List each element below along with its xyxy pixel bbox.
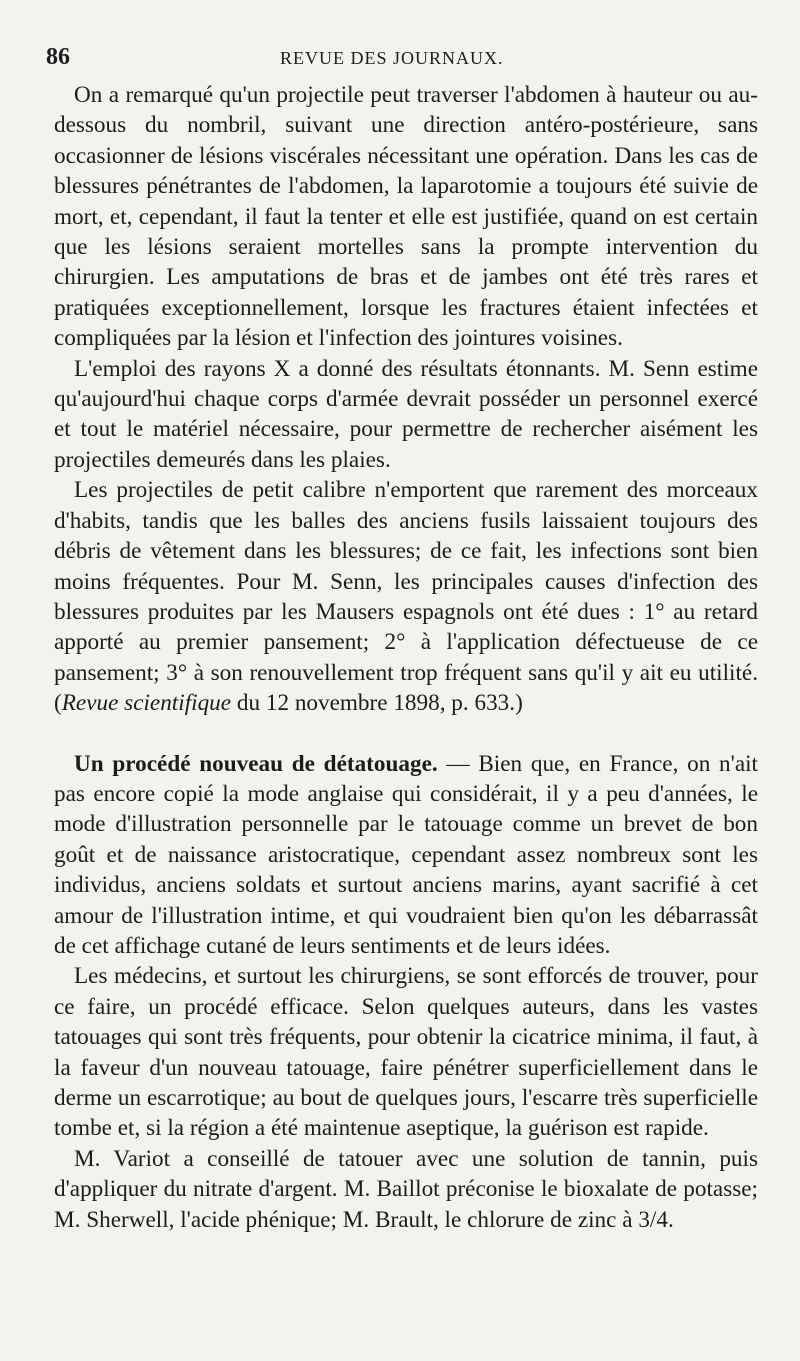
paragraph-text: M. Variot a conseillé de tatouer avec une solution de tannin, puis d'appliquer du nitrate d'argent. M. Baillot préconise le bioxalate de potasse; M. Sherwell, l'acide phénique; M. Brault, le chlorure de zinc à 3/4. <box>54 1145 758 1233</box>
paragraph-text: Les projectiles de petit calibre n'emportent que rarement des morceaux d'habits, tandis que les balles des anciens fusils laissaient toujours des débris de vêtement dans les blessures; de ce fait, les infections sont bien moins fréquentes. Pour M. Senn, les principales causes d'infection des blessures produites par les Mausers espagnols ont été dues : 1° au retard apporté au premier pansement; 2° à l'application défectueuse de ce pansement; 3° à son renouvellement trop fréquent sans qu'il y ait eu utilité. ( <box>54 477 758 717</box>
running-title: REVUE DES JOURNAUX. <box>280 48 504 68</box>
citation-tail: du 12 novembre 1898, p. 633.) <box>231 690 523 717</box>
citation-title: Revue scientifique <box>61 690 232 717</box>
paragraph-text: — Bien que, en France, on n'ait pas encore copié la mode anglaise qui considérait, il y a peu d'années, le mode d'illustration personnelle par le tatouage comme un brevet de bon goût et de naissance aristocratique, cependant assez nombreux sont les individus, anciens soldats et surtout anciens marins, ayant sacrifié à cet amour de l'illustration intime, et qui voudraient bien qu'on les débarrassât de cet affichage cutané de leurs sentiments et de leurs idées. <box>54 750 758 959</box>
section-heading: Un procédé nouveau de détatouage. <box>74 750 438 777</box>
paragraph-text: L'emploi des rayons X a donné des résultats étonnants. M. Senn estime qu'aujourd'hui chaque corps d'armée devrait posséder un personnel exercé et tout le matériel nécessaire, pour permettre de rechercher aisément les projectiles demeurés dans les plaies. <box>54 355 758 473</box>
paragraph-detatouage <box>54 749 758 962</box>
paragraph-medecins <box>54 961 758 1143</box>
paragraph-abdomen <box>54 80 758 354</box>
paragraph-text: Les médecins, et surtout les chirurgiens, se sont efforcés de trouver, pour ce faire, un procédé efficace. Selon quelques auteurs, dans les vastes tatouages qui sont très fréquents, pour obtenir la cicatrice minima, il faut, à la faveur d'un nouveau tatouage, faire pénétrer superficiellement dans le derme un escarrotique; au bout de quelques jours, l'escarre très superficielle tombe et, si la région a été maintenue aseptique, la guérison est rapide. <box>54 963 758 1142</box>
paragraph-projectiles <box>54 475 758 718</box>
paragraph-variot <box>54 1144 758 1235</box>
paragraph-text: On a remarqué qu'un projectile peut traverser l'abdomen à hauteur ou au-dessous du nombril, suivant une direction antéro-postérieure, sans occasionner de lésions viscérales nécessitant une opération. Dans les cas de blessures pénétrantes de l'abdomen, la laparotomie a toujours été suivie de mort, et, cependant, il faut la tenter et elle est justifiée, quand on est certain que les lésions seraient mortelles sans la prompte intervention du chirurgien. Les amputations de bras et de jambes ont été très rares et pratiquées exceptionnellement, lorsque les fractures étaient infectées et compliquées par la lésion et l'infection des jointures voisines. <box>54 82 758 352</box>
article-body <box>54 80 758 1235</box>
page-number: 86 <box>46 44 70 70</box>
page-header <box>46 40 758 80</box>
paragraph-rayons-x <box>54 354 758 476</box>
